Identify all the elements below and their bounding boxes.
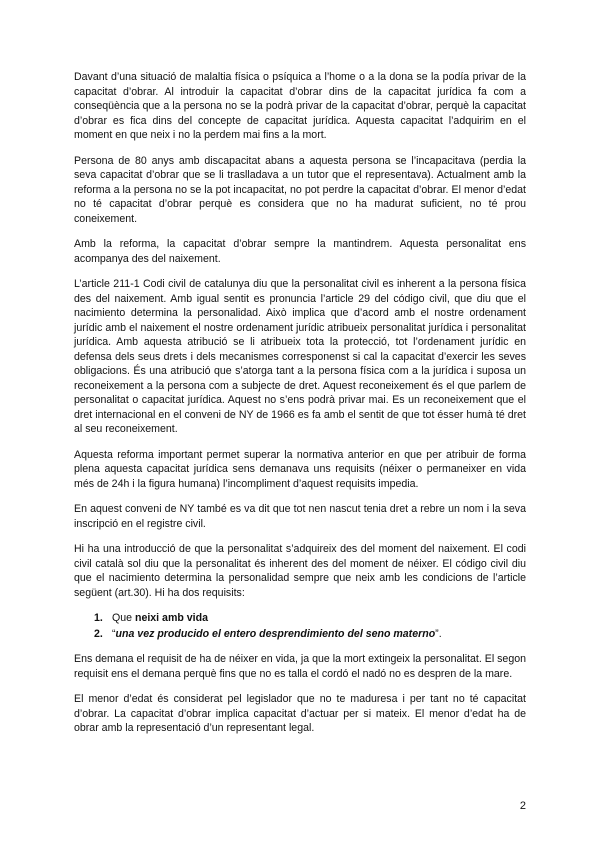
list-item-number: 2. (94, 627, 103, 640)
paragraph-introduccio-personalitat: Hi ha una introducció de que la personalitat s’adquireix des del moment del naixement. El codi civil català sol diu que la personalitat és inherent des del moment de néixer. El código civil diu que el nacimiento determina la personalidad sempre que neix amb les condicions de l’article següent (art.30). Hi ha dos requisits: (74, 543, 526, 599)
paragraph-requisit-neixer: Ens demana el requisit de ha de néixer en vida, ja que la mort extingeix la personalitat. El segon requisit ens el demana perquè fins que no es talla el cordó el nadó no es despren de la mare. (74, 653, 526, 680)
list-item-emphasis: neixi amb vida (134, 612, 208, 624)
paragraph-reforma-important: Aquesta reforma important permet superar la normativa anterior en que per atribuir de forma plena aquesta capacitat jurídica sens demanava uns requisits (néixer o permaneixer en vida més de 24h i la figura humana) l’incompliment d’aquest requisits impedia. (74, 448, 526, 490)
list-item-prefix: Que (112, 612, 135, 624)
list-item (94, 627, 526, 642)
paragraph-conveni-ny: En aquest conveni de NY també es va dit que tot nen nascut tenia dret a rebre un nom i la seva inscripció en el registre civil. (74, 503, 526, 530)
page-number: 2 (519, 800, 526, 812)
list-item-number: 1. (94, 612, 103, 624)
list-item-emphasis: una vez producido el entero desprendimiento del seno materno (115, 627, 436, 640)
paragraph-persona-80-anys: Persona de 80 anys amb discapacitat abans a aquesta persona se l’incapacitava (perdia la seva capacitat d’obrar que se li traslladava a un tutor que el representava). Actualment amb la reforma a la persona no se la pot incapacitat, no pot perdre la capacitat d’obrar. El menor d’edat no té capacitat d’obrar perquè es considera que no ha madurat suficient, no té prou coneixement. (74, 154, 526, 225)
paragraph-capacitat-obrar: Davant d’una situació de malaltia física o psíquica a l’home o a la dona se la podía privar de la capacitat d’obrar. Al introduir la capacitat d’obrar dins de la capacitat jurídica fa com a conseqüència que a la persona no se la podrà privar de la capacitat d’obrar, perquè la capacitat d’obrar es fica dins del concepte de capacitat jurídica. Aquesta capacitat l’adquirim en el moment en que neix i no la perdem mai fins a la mort. (74, 71, 526, 141)
requirements-list (74, 611, 526, 641)
paragraph-article-211-1: L’article 211-1 Codi civil de catalunya diu que la personalitat civil es inherent a la persona física des del naixement. Amb igual sentit es pronuncia l’article 29 del código civil, que diu que el nacimiento determina la personalidad. Això implica que d’acord amb el nostre ordenament jurídic amb el naixement el nostre ordenament jurídic atribueix personalitat jurídica i personalitat jurídica. Amb aquesta atribució se li atribueix tota la protecció, tot l’ordenament jurídic en defensa dels seus drets i dels mecanismes corresponenst si cal la capacitat d’exercir les seves obligacions. És una atribució que s’atorga tant a la persona física com a la jurídica i suposa un reconeixement a la persona com a subjecte de dret. Aquest reconeixement és el que parlem de personalitat o capacitat jurídica. Aquest no s’ens podrà privar mai. Es un reconeixement que el dret internacional en el conveni de NY de 1966 es fa amb el sentit de que tot ésser humà té dret al seu reconeixement. (74, 278, 526, 435)
list-item-suffix: ”. (435, 627, 442, 640)
document-page (74, 70, 526, 747)
paragraph-menor-edat: El menor d’edat és considerat pel legislador que no te maduresa i per tant no té capacitat d’obrar. La capacitat d’obrar implica capacitat d’actuar per si mateix. El menor d’edat ha de obrar amb la representació d’un representant legal. (74, 693, 526, 734)
paragraph-reforma: Amb la reforma, la capacitat d’obrar sempre la mantindrem. Aquesta personalitat ens acompanya des del naixement. (74, 238, 526, 265)
list-item-prefix: “ (112, 627, 116, 640)
list-item (94, 611, 526, 626)
